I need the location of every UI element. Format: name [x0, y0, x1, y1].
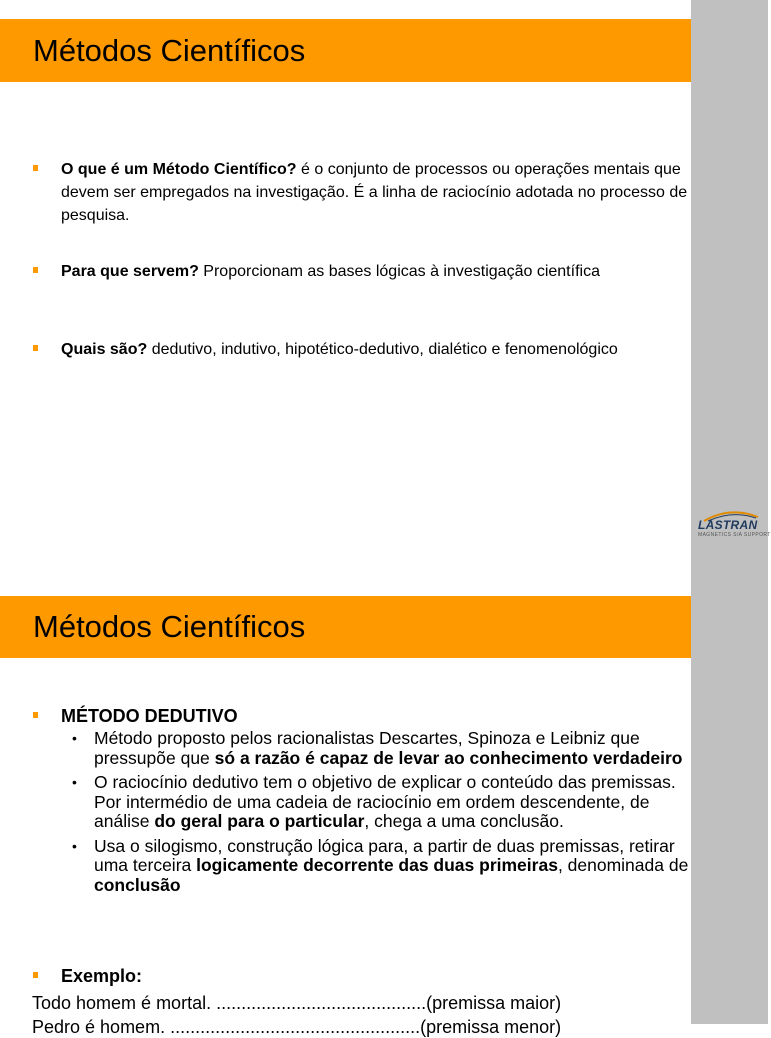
sub-bullet-item	[72, 772, 694, 832]
bullet-purpose	[61, 260, 661, 283]
dot-bullet-icon: •	[72, 774, 77, 790]
emphasis-text: só a razão é capaz de levar ao conhecimento verdadeiro	[214, 747, 683, 768]
sub-bullet-list	[72, 728, 694, 900]
bullet-text: é o conjunto de processos ou operações mentais que devem ser empregados na investigação. É a linha de raciocínio adotada no processo de pesquisa.	[61, 161, 688, 224]
title-bar	[0, 596, 691, 658]
lastran-logo	[696, 504, 771, 540]
emphasis-text: conclusão	[94, 874, 181, 895]
square-bullet-icon	[33, 972, 38, 978]
logo-tagline: MAGNETICS S/A SUPPORT	[698, 532, 771, 538]
bullet-what-is	[61, 158, 701, 227]
bullet-label: Quais são?	[61, 341, 148, 358]
emphasis-text: logicamente decorrente das duas primeiras	[196, 855, 558, 875]
body-text: Método proposto pelos racionalistas Descartes, Spinoza e Leibniz que pressupõe que	[94, 728, 640, 768]
emphasis-text: do geral para o particular	[154, 811, 365, 831]
title-bar	[0, 19, 691, 82]
bullet-text: dedutivo, indutivo, hipotético-dedutivo, dialético e fenomenológico	[147, 341, 618, 358]
body-text: , denominada de	[557, 855, 689, 875]
dot-bullet-icon: •	[72, 730, 77, 746]
square-bullet-icon	[33, 165, 38, 171]
bullet-text: Proporcionam as bases lógicas à investigação científica	[198, 263, 600, 280]
slide-title: Métodos Científicos	[33, 32, 306, 68]
logo-name: LASTRAN	[698, 518, 758, 532]
section-heading-text: MÉTODO DEDUTIVO	[61, 706, 238, 726]
slide-2	[0, 576, 768, 1037]
bullet-label: Para que servem?	[61, 263, 199, 280]
example-heading-text: Exemplo:	[61, 966, 143, 986]
slide-title: Métodos Científicos	[33, 609, 306, 644]
example-line: Todo homem é mortal. ..........................................(premissa maior)	[32, 993, 562, 1013]
sub-bullet-item	[72, 835, 694, 896]
bullet-which	[61, 338, 621, 361]
example-heading	[61, 965, 142, 987]
example-line: Pedro é homem. ..................................................(premissa menor)	[32, 1017, 562, 1037]
body-text: Usa o silogismo, construção lógica para, a partir de duas premissas, retirar uma terceira	[94, 835, 675, 875]
body-text: , chega a uma conclusão.	[364, 811, 564, 831]
body-text: O raciocínio dedutivo tem o objetivo de explicar o conteúdo das premissas. Por intermédio de uma cadeia de raciocínio em ordem descendente, de análise	[94, 772, 676, 831]
square-bullet-icon	[33, 345, 38, 351]
slide-sidebar	[691, 0, 768, 576]
sub-bullet-item	[72, 728, 694, 768]
square-bullet-icon	[33, 267, 38, 273]
section-heading	[61, 705, 238, 727]
dot-bullet-icon: •	[72, 837, 77, 854]
square-bullet-icon	[33, 712, 38, 718]
bullet-label: O que é um Método Científico?	[61, 161, 297, 178]
slide-sidebar	[691, 576, 768, 1024]
